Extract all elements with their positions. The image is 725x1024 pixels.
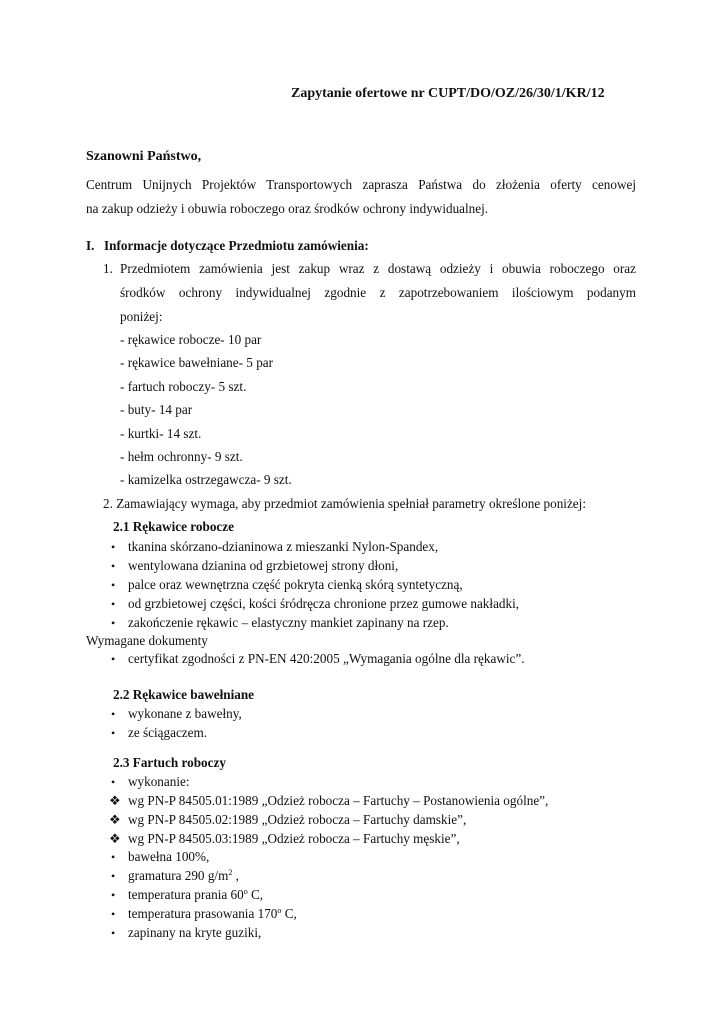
list-item: certyfikat zgodności z PN-EN 420:2005 „Wymagania ogólne dla rękawic”. — [128, 651, 525, 666]
bullet-icon: • — [111, 652, 116, 666]
list-item: - kurtki- 14 szt. — [120, 426, 202, 441]
list-item: wg PN-P 84505.01:1989 „Odzież robocza – Fartuchy – Postanowienia ogólne”, — [128, 793, 549, 808]
list-item: ze ściągaczem. — [128, 725, 208, 740]
superscript: 2 — [228, 868, 233, 877]
list-item: wg PN-P 84505.03:1989 „Odzież robocza – Fartuchy męskie”, — [128, 831, 460, 846]
washing-temperature-text: temperatura prania 60 — [128, 887, 244, 902]
diamond-bullet-icon: ❖ — [109, 793, 121, 808]
degree-superscript: o — [277, 906, 282, 915]
section-number: I. — [86, 238, 95, 253]
list-item — [128, 868, 239, 883]
bullet-icon: • — [111, 907, 116, 921]
list-item — [128, 906, 297, 921]
list-item: wentylowana dzianina od grzbietowej strony dłoni, — [128, 558, 399, 573]
list-item: od grzbietowej części, kości śródręcza chronione przez gumowe nakładki, — [128, 596, 520, 611]
list-item: - kamizelka ostrzegawcza- 9 szt. — [120, 472, 292, 487]
bullet-icon: • — [111, 888, 116, 902]
document-title: Zapytanie ofertowe nr CUPT/DO/OZ/26/30/1/KR/12 — [291, 86, 605, 101]
greeting: Szanowni Państwo, — [86, 149, 202, 164]
subsection-2-1-title: 2.1 Rękawice robocze — [113, 519, 234, 534]
subsection-2-2-title: 2.2 Rękawice bawełniane — [113, 687, 255, 702]
degree-superscript: o — [243, 887, 248, 896]
list-item: zapinany na kryte guziki, — [128, 925, 262, 940]
intro-line-1: Centrum Unijnych Projektów Transportowych zaprasza Państwa do złożenia oferty cenowej — [86, 177, 636, 192]
point-1-line-3: poniżej: — [120, 309, 163, 324]
required-documents-label: Wymagane dokumenty — [86, 633, 208, 648]
bullet-icon: • — [111, 540, 116, 554]
bullet-icon: • — [111, 926, 116, 940]
point-1-line-1: Przedmiotem zamówienia jest zakup wraz z dostawą odzieży i obuwia roboczego oraz — [120, 261, 636, 276]
bullet-icon: • — [111, 559, 116, 573]
bullet-icon: • — [111, 616, 116, 630]
list-item: palce oraz wewnętrzna część pokryta cienką skórą syntetyczną, — [128, 577, 463, 592]
list-item: - buty- 14 par — [120, 402, 193, 417]
point-1-line-2: środków ochrony indywidualnej zgodnie z zapotrzebowaniem ilościowym podanym — [120, 285, 636, 300]
bullet-icon: • — [111, 850, 116, 864]
gramatura-text: gramatura 290 g/m — [128, 868, 229, 883]
bullet-icon: • — [111, 726, 116, 740]
list-item: - fartuch roboczy- 5 szt. — [120, 379, 247, 394]
list-item — [128, 887, 263, 902]
diamond-bullet-icon: ❖ — [109, 831, 121, 846]
list-item: - hełm ochronny- 9 szt. — [120, 449, 243, 464]
list-item: wykonanie: — [128, 774, 190, 789]
bullet-icon: • — [111, 578, 116, 592]
list-item: wg PN-P 84505.02:1989 „Odzież robocza – Fartuchy damskie”, — [128, 812, 467, 827]
intro-line-2: na zakup odzieży i obuwia roboczego oraz środków ochrony indywidualnej. — [86, 201, 489, 216]
list-item: zakończenie rękawic – elastyczny mankiet zapinany na rzep. — [128, 615, 449, 630]
list-item: wykonane z bawełny, — [128, 706, 242, 721]
point-1-number: 1. — [103, 261, 113, 276]
subsection-2-3-title: 2.3 Fartuch roboczy — [113, 755, 226, 770]
gramatura-suffix: , — [232, 868, 239, 883]
washing-temperature-suffix: C, — [247, 887, 264, 902]
bullet-icon: • — [111, 869, 116, 883]
list-item: bawełna 100%, — [128, 849, 210, 864]
list-item: - rękawice bawełniane- 5 par — [120, 355, 274, 370]
ironing-temperature-suffix: C, — [281, 906, 297, 921]
list-item: - rękawice robocze- 10 par — [120, 332, 262, 347]
list-item: tkanina skórzano-dzianinowa z mieszanki Nylon-Spandex, — [128, 539, 439, 554]
bullet-icon: • — [111, 597, 116, 611]
bullet-icon: • — [111, 707, 116, 721]
diamond-bullet-icon: ❖ — [109, 812, 121, 827]
section-title: Informacje dotyczące Przedmiotu zamówienia: — [104, 238, 369, 253]
bullet-icon: • — [111, 775, 116, 789]
ironing-temperature-text: temperatura prasowania 170 — [128, 906, 278, 921]
point-2-text: 2. Zamawiający wymaga, aby przedmiot zamówienia spełniał parametry określone poniżej: — [103, 496, 586, 511]
